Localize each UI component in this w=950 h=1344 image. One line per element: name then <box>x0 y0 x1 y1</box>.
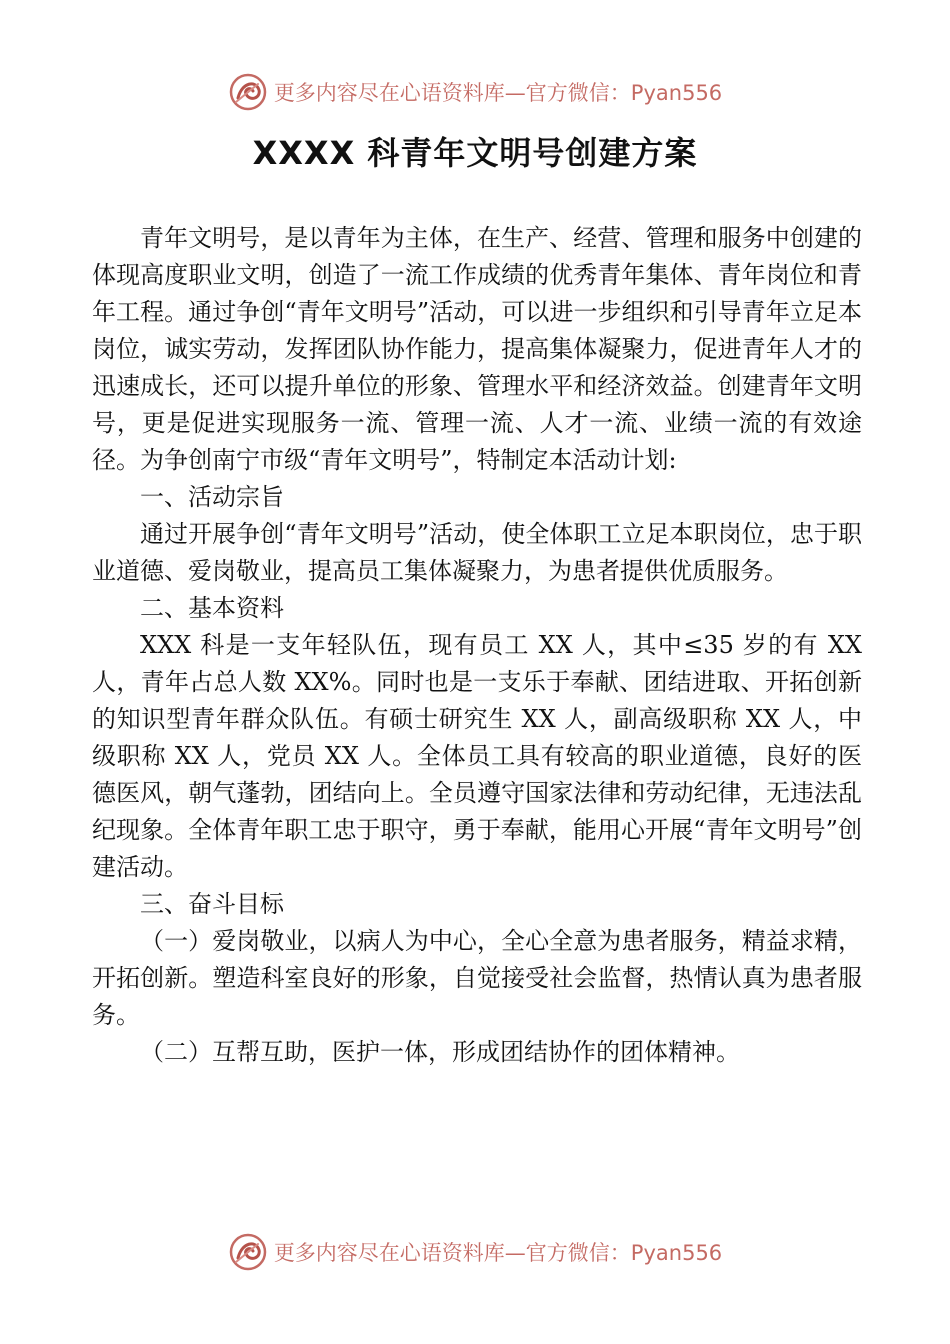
purpose-paragraph: 通过开展争创“青年文明号”活动，使全体职工立足本职岗位，忠于职业道德、爱岗敬业，提高员工集体凝聚力，为患者提供优质服务。 <box>92 520 862 585</box>
section-heading-purpose: 一、活动宗旨 <box>140 483 284 511</box>
section-heading-basic-info: 二、基本资料 <box>140 594 284 622</box>
goal-item-1: （一）爱岗敬业，以病人为中心，全心全意为患者服务，精益求精，开拓创新。塑造科室良好的形象，自觉接受社会监督，热情认真为患者服务。 <box>92 927 862 1029</box>
section-heading-goals: 三、奋斗目标 <box>140 890 284 918</box>
goal-item-2: （二）互帮互助，医护一体，形成团结协作的团体精神。 <box>140 1038 740 1066</box>
swirl-logo-icon <box>228 1232 268 1272</box>
document-body <box>92 220 862 1071</box>
watermark-banner-top <box>0 70 950 114</box>
basic-info-paragraph: XXX 科是一支年轻队伍，现有员工 XX 人，其中≤35 岁的有 XX 人，青年占总人数 XX%。同时也是一支乐于奉献、团结进取、开拓创新的知识型青年群众队伍。有硕士研究生 XX 人，副高级职称 XX 人，中级职称 XX 人，党员 XX 人。全体员工具有较高的职业道德，良好的医德医风，朝气蓬勃，团结向上。全员遵守国家法律和劳动纪律，无违法乱纪现象。全体青年职工忠于职守，勇于奉献，能用心开展“青年文明号”创建活动。 <box>92 631 862 881</box>
watermark-banner-bottom <box>0 1230 950 1274</box>
watermark-text: 更多内容尽在心语资料库—官方微信：Pyan556 <box>273 81 723 105</box>
document-title: XXXX 科青年文明号创建方案 <box>252 134 698 172</box>
swirl-logo-icon <box>228 72 268 112</box>
watermark-text: 更多内容尽在心语资料库—官方微信：Pyan556 <box>273 1241 723 1265</box>
intro-paragraph: 青年文明号，是以青年为主体，在生产、经营、管理和服务中创建的体现高度职业文明，创造了一流工作成绩的优秀青年集体、青年岗位和青年工程。通过争创“青年文明号”活动，可以进一步组织和引导青年立足本岗位，诚实劳动，发挥团队协作能力，提高集体凝聚力，促进青年人才的迅速成长，还可以提升单位的形象、管理水平和经济效益。创建青年文明号，更是促进实现服务一流、管理一流、人才一流、业绩一流的有效途径。为争创南宁市级“青年文明号”，特制定本活动计划: <box>92 224 862 474</box>
